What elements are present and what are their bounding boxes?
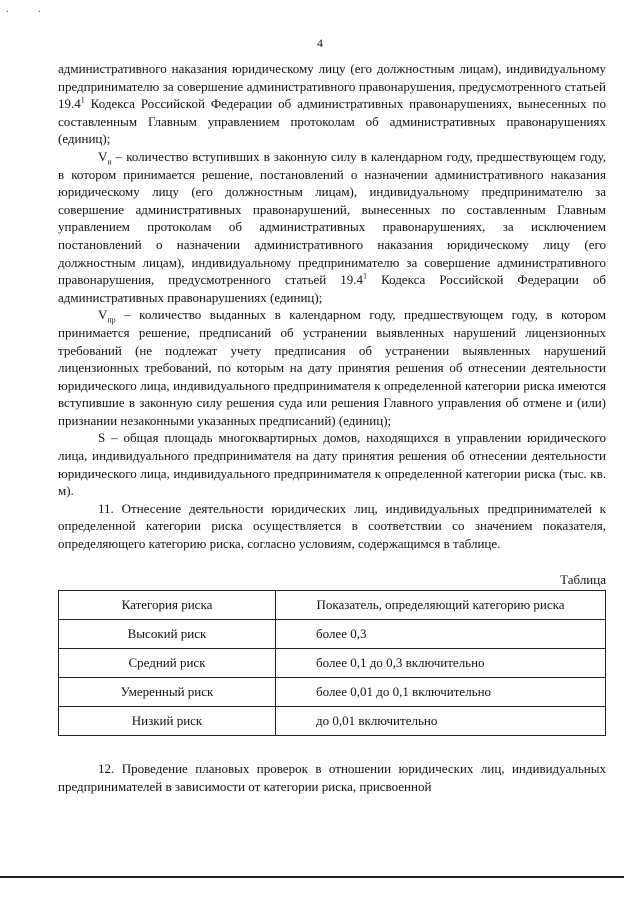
scan-artifact-mark: . (38, 4, 41, 15)
paragraph-vpr-definition: $V_{пр}$ – количество выданных в календарном году, предшествующем году, в котором принимается решение, предписаний об устранении выявленных нарушений лицензионных требований (не подлежат учету предписания об устранении выявленных нарушений лицензионных требований, по которым на дату принятия решения об отнесении деятельности юридического лица, индивидуального предпринимателя к определенной категории риска имеются вступившие в законную силу решения суда или решения Главного управления об отмене и (или) признании незаконными указанных предписаний) (единиц); (58, 307, 606, 428)
paragraph-continuation: административного наказания юридическому лицу (его должностным лицам), индивидуальному предпринимателю за совершение административного правонарушения, предусмотренного статьей 19.4$^1$ Кодекса Российской Федерации об административных правонарушениях, вынесенных по составленным Главным управлением протоколам об административных правонарушениях (единиц); (58, 61, 606, 147)
paragraph-s-definition: S – общая площадь многоквартирных домов, находящихся в управлении юридического лица, индивидуального предпринимателя на дату принятия решения об отнесении деятельности юридического лица, индивидуального предпринимателя к определенной категории риска (тыс. кв. м). (58, 430, 606, 499)
paragraph-11: 11. Отнесение деятельности юридических лиц, индивидуальных предпринимателей к определенной категории риска осуществляется в соответствии со значением показателя, определяющего категорию риска, согласно условиям, содержащимся в таблице. (58, 500, 606, 552)
table-row (59, 649, 606, 678)
table-row (59, 620, 606, 649)
paragraph-vn-definition: $V_н$ – количество вступивших в законную силу в календарном году, предшествующем году, в котором принимается решение, постановлений о назначении административного наказания юридическому лицу (его должностным лицам), индивидуальному предпринимателю за совершение административных правонарушений, вынесенных по составленным Главным управлением протоколам об административных правонарушениях, за исключением постановлений о назначении административного наказания юридическому лицу (его должностным лицам), индивидуальному предпринимателю за совершение административного правонарушения, предусмотренного статьей 19.4$^1$ Кодекса Российской Федерации об административных правонарушениях (единиц); (58, 148, 606, 305)
risk-indicator-cell: более 0,3 (276, 620, 606, 649)
risk-indicator-cell: до 0,01 включительно (276, 707, 606, 736)
table-header-cell: Категория риска (59, 591, 276, 620)
document-body (58, 60, 606, 795)
scan-artifact-mark: . (6, 4, 9, 15)
bottom-divider (0, 876, 624, 878)
page-number: 4 (317, 36, 323, 50)
risk-category-cell: Умеренный риск (59, 678, 276, 707)
table-row (59, 707, 606, 736)
risk-category-cell: Низкий риск (59, 707, 276, 736)
table-row (59, 678, 606, 707)
table-header-row (59, 591, 606, 620)
table-header-cell: Показатель, определяющий категорию риска (276, 591, 606, 620)
risk-indicator-cell: более 0,01 до 0,1 включительно (276, 678, 606, 707)
risk-category-cell: Средний риск (59, 649, 276, 678)
risk-category-cell: Высокий риск (59, 620, 276, 649)
risk-category-table (58, 590, 606, 736)
table-caption: Таблица (560, 571, 606, 587)
paragraph-12: 12. Проведение плановых проверок в отношении юридических лиц, индивидуальных предпринимателей в зависимости от категории риска, присвоенной (58, 761, 606, 794)
risk-indicator-cell: более 0,1 до 0,3 включительно (276, 649, 606, 678)
